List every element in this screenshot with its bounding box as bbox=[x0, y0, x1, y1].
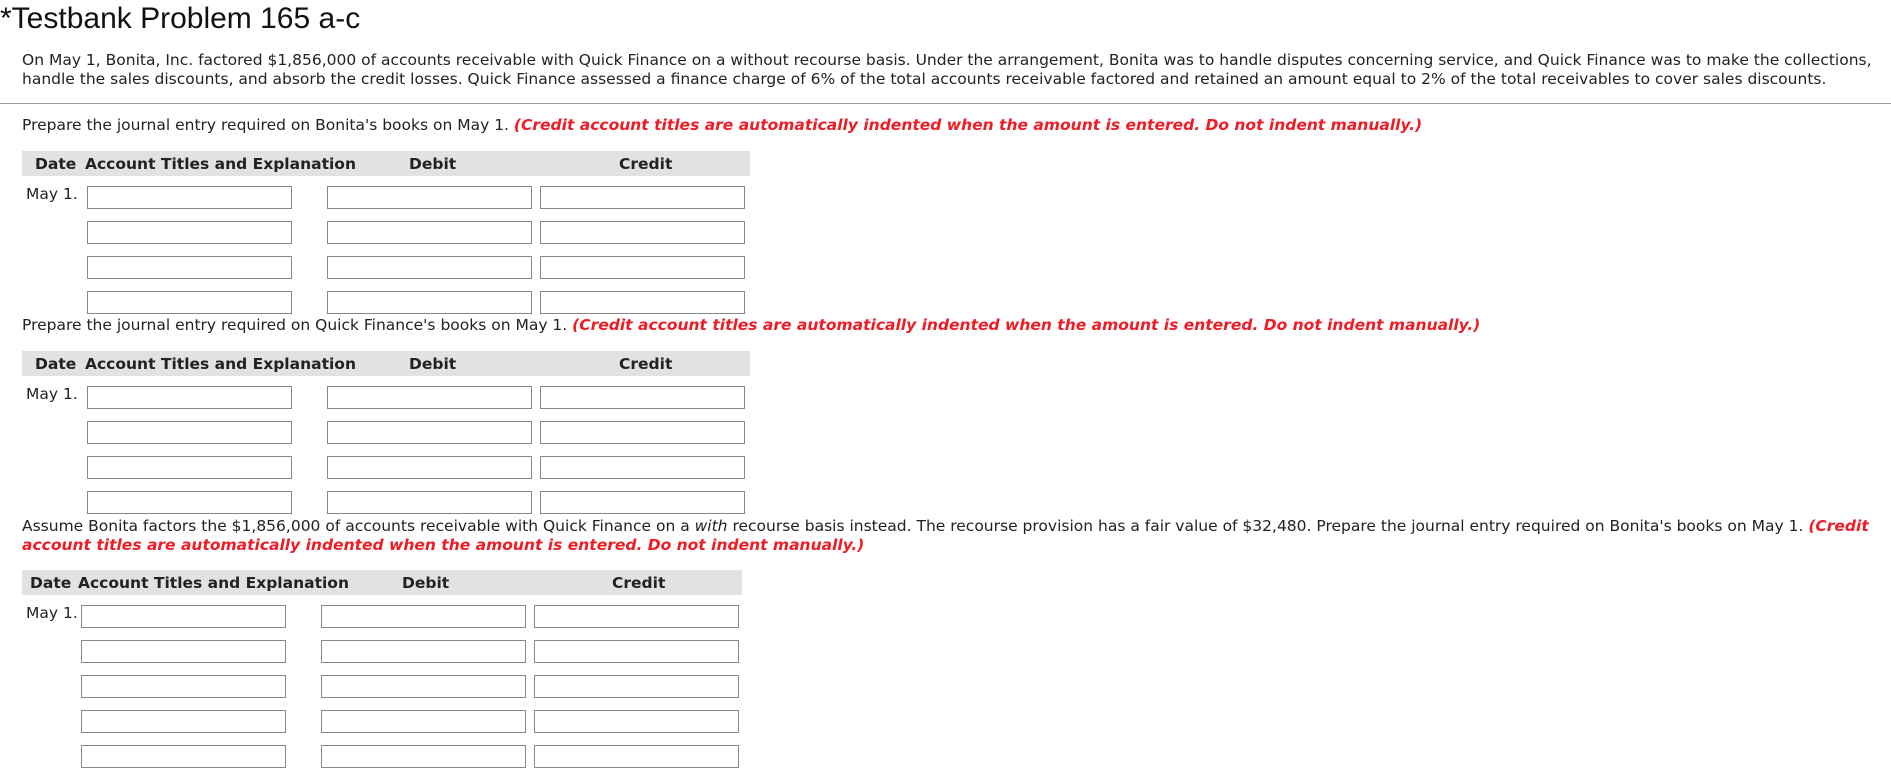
section-divider bbox=[0, 103, 1891, 104]
debit-amount-input[interactable] bbox=[327, 291, 532, 314]
credit-amount-input[interactable] bbox=[540, 256, 745, 279]
credit-amount-input[interactable] bbox=[534, 605, 739, 628]
journal-table-header bbox=[22, 151, 750, 176]
part-a-note: (Credit account titles are automatically indented when the amount is entered. Do not indent manually.) bbox=[513, 116, 1423, 134]
credit-amount-input[interactable] bbox=[534, 675, 739, 698]
debit-amount-input[interactable] bbox=[321, 605, 526, 628]
page-title: *Testbank Problem 165 a-c bbox=[0, 2, 361, 35]
credit-amount-input[interactable] bbox=[540, 421, 745, 444]
part-c-prompt-emphasis: with bbox=[694, 517, 728, 535]
journal-table-quick-finance bbox=[22, 351, 750, 517]
header-debit: Debit bbox=[409, 355, 457, 373]
account-title-input[interactable] bbox=[81, 640, 286, 663]
credit-amount-input[interactable] bbox=[540, 491, 745, 514]
part-c-note: (Credit account titles are automatically indented when the amount is entered. Do not indent manually.) bbox=[22, 517, 1869, 554]
header-date: Date bbox=[35, 155, 77, 173]
credit-amount-input[interactable] bbox=[540, 291, 745, 314]
part-b-prompt-text: Prepare the journal entry required on Quick Finance's books on May 1. bbox=[22, 316, 573, 334]
header-account: Account Titles and Explanation bbox=[85, 155, 356, 173]
account-title-input[interactable] bbox=[87, 491, 292, 514]
account-title-input[interactable] bbox=[81, 605, 286, 628]
part-b-prompt bbox=[22, 316, 1882, 335]
part-c-prompt-text-end: recourse basis instead. The recourse provision has a fair value of $32,480. Prepare the journal entry required on Bonita's books on May 1. bbox=[727, 517, 1809, 535]
header-date: Date bbox=[30, 574, 72, 592]
account-title-input[interactable] bbox=[87, 456, 292, 479]
account-title-input[interactable] bbox=[81, 745, 286, 768]
header-credit: Credit bbox=[619, 355, 673, 373]
debit-amount-input[interactable] bbox=[327, 421, 532, 444]
debit-amount-input[interactable] bbox=[327, 221, 532, 244]
debit-amount-input[interactable] bbox=[321, 640, 526, 663]
entry-date: May 1. bbox=[26, 604, 78, 622]
header-debit: Debit bbox=[409, 155, 457, 173]
account-title-input[interactable] bbox=[87, 291, 292, 314]
debit-amount-input[interactable] bbox=[321, 745, 526, 768]
debit-amount-input[interactable] bbox=[321, 710, 526, 733]
account-title-input[interactable] bbox=[87, 386, 292, 409]
debit-amount-input[interactable] bbox=[321, 675, 526, 698]
credit-amount-input[interactable] bbox=[534, 640, 739, 663]
account-title-input[interactable] bbox=[87, 221, 292, 244]
credit-amount-input[interactable] bbox=[540, 221, 745, 244]
account-title-input[interactable] bbox=[87, 256, 292, 279]
debit-amount-input[interactable] bbox=[327, 456, 532, 479]
account-title-input[interactable] bbox=[81, 675, 286, 698]
part-a-prompt-text: Prepare the journal entry required on Bonita's books on May 1. bbox=[22, 116, 514, 134]
debit-amount-input[interactable] bbox=[327, 256, 532, 279]
account-title-input[interactable] bbox=[87, 421, 292, 444]
credit-amount-input[interactable] bbox=[540, 386, 745, 409]
journal-table-bonita bbox=[22, 151, 750, 317]
debit-amount-input[interactable] bbox=[327, 186, 532, 209]
credit-amount-input[interactable] bbox=[534, 710, 739, 733]
header-credit: Credit bbox=[619, 155, 673, 173]
header-account: Account Titles and Explanation bbox=[78, 574, 349, 592]
journal-table-header bbox=[22, 570, 742, 595]
header-credit: Credit bbox=[612, 574, 666, 592]
problem-intro: On May 1, Bonita, Inc. factored $1,856,000 of accounts receivable with Quick Finance on a without recourse basis. Under the arrangement, Bonita was to handle disputes concerning service, and Quick Finance was to make the collections, handle the sales discounts, and absorb the credit losses. Quick Finance assessed a finance charge of 6% of the total accounts receivable factored and retained an amount equal to 2% of the total receivables to cover sales discounts. bbox=[22, 51, 1872, 88]
journal-table-header bbox=[22, 351, 750, 376]
account-title-input[interactable] bbox=[81, 710, 286, 733]
part-c-prompt-text: Assume Bonita factors the $1,856,000 of accounts receivable with Quick Finance on a bbox=[22, 517, 695, 535]
journal-table-bonita-recourse bbox=[22, 570, 742, 770]
entry-date: May 1. bbox=[26, 385, 78, 403]
credit-amount-input[interactable] bbox=[540, 186, 745, 209]
header-account: Account Titles and Explanation bbox=[85, 355, 356, 373]
credit-amount-input[interactable] bbox=[534, 745, 739, 768]
header-date: Date bbox=[35, 355, 77, 373]
debit-amount-input[interactable] bbox=[327, 386, 532, 409]
part-a-prompt bbox=[22, 116, 1882, 135]
credit-amount-input[interactable] bbox=[540, 456, 745, 479]
header-debit: Debit bbox=[402, 574, 450, 592]
account-title-input[interactable] bbox=[87, 186, 292, 209]
part-b-note: (Credit account titles are automatically indented when the amount is entered. Do not indent manually.) bbox=[572, 316, 1481, 334]
part-c-prompt bbox=[22, 517, 1882, 555]
entry-date: May 1. bbox=[26, 185, 78, 203]
debit-amount-input[interactable] bbox=[327, 491, 532, 514]
